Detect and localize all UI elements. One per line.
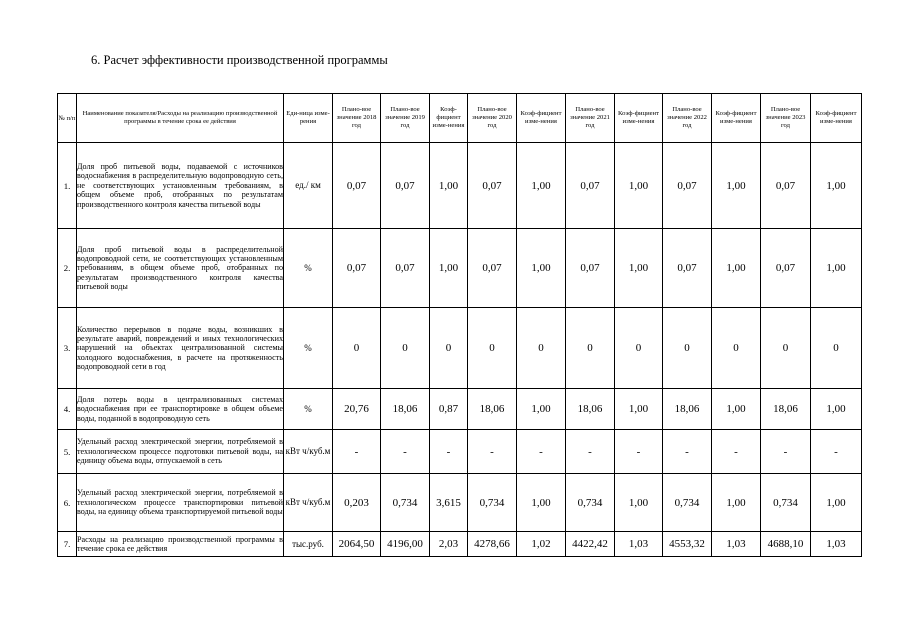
plan-value-cell: 0,203	[333, 474, 381, 532]
efficiency-table	[57, 93, 862, 557]
coefficient-cell: 1,00	[712, 389, 761, 430]
coefficient-cell: 1,00	[430, 143, 468, 229]
coefficient-cell: 0	[430, 308, 468, 389]
coefficient-cell: 1,00	[615, 229, 663, 308]
plan-value-cell: 0,07	[566, 143, 615, 229]
plan-value-cell: 18,06	[468, 389, 517, 430]
coefficient-cell: -	[615, 430, 663, 474]
coefficient-cell: 1,00	[811, 143, 862, 229]
unit-cell: %	[284, 229, 333, 308]
coefficient-cell: 1,00	[615, 474, 663, 532]
table-row	[58, 229, 862, 308]
coefficient-cell: 1,02	[517, 532, 566, 557]
plan-value-cell: 0,07	[333, 229, 381, 308]
header-coef-2019: Коэф-фициент изме-нения	[430, 94, 468, 143]
indicator-name: Количество перерывов в подаче воды, возникших в результате аварий, повреждений и иных технологических нарушений на объектах централизованной системы холодного водоснабжения, в расчете на протяженность водопроводной сети в год	[77, 308, 284, 389]
plan-value-cell: 18,06	[381, 389, 430, 430]
plan-value-cell: 0,734	[663, 474, 712, 532]
plan-value-cell: 0,07	[566, 229, 615, 308]
indicator-name: Доля проб питьевой воды в распределительной водопроводной сети, не соответствующих установленным требованиям, в общем объеме проб, отобранных по результатам производственного контроля качества питьевой воды	[77, 229, 284, 308]
coefficient-cell: 1,00	[517, 474, 566, 532]
header-plan-2023: Плано-вое значение 2023 год	[761, 94, 811, 143]
plan-value-cell: 0	[381, 308, 430, 389]
coefficient-cell: 1,00	[517, 229, 566, 308]
coefficient-cell: 1,03	[712, 532, 761, 557]
plan-value-cell: 0	[761, 308, 811, 389]
indicator-name: Удельный расход электрической энергии, потребляемой в технологическом процессе транспортировки питьевой воды, на единицу объема транспортируемой питьевой воды	[77, 474, 284, 532]
table-row	[58, 308, 862, 389]
plan-value-cell: 0,07	[381, 143, 430, 229]
header-plan-2020: Плано-вое значение 2020 год	[468, 94, 517, 143]
document-title: 6. Расчет эффективности производственной программы	[91, 53, 388, 67]
row-number: 6.	[58, 474, 77, 532]
plan-value-cell: -	[566, 430, 615, 474]
coefficient-cell: 1,00	[811, 474, 862, 532]
row-number: 7.	[58, 532, 77, 557]
plan-value-cell: 20,76	[333, 389, 381, 430]
coefficient-cell: 1,00	[615, 389, 663, 430]
table-row	[58, 143, 862, 229]
plan-value-cell: 0	[663, 308, 712, 389]
unit-cell: ед./ км	[284, 143, 333, 229]
plan-value-cell: 0,734	[381, 474, 430, 532]
header-name: Наименование показателя/Расходы на реализацию производственной программы в течение срока ее действия	[77, 94, 284, 143]
plan-value-cell: 4688,10	[761, 532, 811, 557]
coefficient-cell: -	[517, 430, 566, 474]
plan-value-cell: 0	[566, 308, 615, 389]
plan-value-cell: 0	[468, 308, 517, 389]
plan-value-cell: 18,06	[566, 389, 615, 430]
indicator-name: Доля проб питьевой воды, подаваемой с источников водоснабжения в распределительную водопроводную сеть, не соответствующих установленным требованиям, в общем объеме проб, отобранных по результатам производственного контроля качества питьевой воды	[77, 143, 284, 229]
plan-value-cell: 0,07	[663, 229, 712, 308]
coefficient-cell: 1,00	[712, 474, 761, 532]
coefficient-cell: 1,00	[517, 389, 566, 430]
table-row	[58, 430, 862, 474]
indicator-name: Расходы на реализацию производственной программы в течение срока ее действия	[77, 532, 284, 557]
coefficient-cell: 0	[811, 308, 862, 389]
plan-value-cell: 2064,50	[333, 532, 381, 557]
plan-value-cell: 0,07	[761, 143, 811, 229]
table-row	[58, 474, 862, 532]
unit-cell: кВт ч/куб.м	[284, 474, 333, 532]
plan-value-cell: 4196,00	[381, 532, 430, 557]
plan-value-cell: 0,07	[761, 229, 811, 308]
coefficient-cell: 0	[517, 308, 566, 389]
plan-value-cell: 0,734	[468, 474, 517, 532]
coefficient-cell: 1,00	[430, 229, 468, 308]
row-number: 1.	[58, 143, 77, 229]
plan-value-cell: 18,06	[761, 389, 811, 430]
header-row	[58, 94, 862, 143]
coefficient-cell: 2,03	[430, 532, 468, 557]
plan-value-cell: -	[761, 430, 811, 474]
header-coef-2022: Коэф-фициент изме-нения	[712, 94, 761, 143]
header-coef-2023: Коэф-фициент изме-нения	[811, 94, 862, 143]
unit-cell: %	[284, 389, 333, 430]
header-num: № п/п	[58, 94, 77, 143]
unit-cell: тыс.руб.	[284, 532, 333, 557]
row-number: 3.	[58, 308, 77, 389]
coefficient-cell: 1,00	[615, 143, 663, 229]
row-number: 2.	[58, 229, 77, 308]
plan-value-cell: 0,734	[761, 474, 811, 532]
header-plan-2019: Плано-вое значение 2019 год	[381, 94, 430, 143]
row-number: 4.	[58, 389, 77, 430]
coefficient-cell: 1,00	[811, 389, 862, 430]
plan-value-cell: -	[381, 430, 430, 474]
header-coef-2021: Коэф-фициент изме-нения	[615, 94, 663, 143]
plan-value-cell: 0,07	[663, 143, 712, 229]
coefficient-cell: 1,00	[712, 143, 761, 229]
plan-value-cell: 4278,66	[468, 532, 517, 557]
plan-value-cell: -	[663, 430, 712, 474]
plan-value-cell: 0,734	[566, 474, 615, 532]
plan-value-cell: 0,07	[333, 143, 381, 229]
coefficient-cell: -	[430, 430, 468, 474]
header-coef-2020: Коэф-фициент изме-нения	[517, 94, 566, 143]
coefficient-cell: 1,00	[712, 229, 761, 308]
table-row	[58, 389, 862, 430]
indicator-name: Удельный расход электрической энергии, потребляемой в технологическом процессе подготовки питьевой воды, на единицу объема воды, отпускаемой в сеть	[77, 430, 284, 474]
header-plan-2021: Плано-вое значение 2021 год	[566, 94, 615, 143]
unit-cell: %	[284, 308, 333, 389]
header-plan-2018: Плано-вое значение 2018 год	[333, 94, 381, 143]
plan-value-cell: 4553,32	[663, 532, 712, 557]
coefficient-cell: 1,00	[811, 229, 862, 308]
coefficient-cell: 0	[615, 308, 663, 389]
plan-value-cell: 0,07	[468, 143, 517, 229]
coefficient-cell: 1,03	[615, 532, 663, 557]
plan-value-cell: 0,07	[468, 229, 517, 308]
row-number: 5.	[58, 430, 77, 474]
coefficient-cell: -	[712, 430, 761, 474]
plan-value-cell: 18,06	[663, 389, 712, 430]
header-unit: Еди-ница изме-рения	[284, 94, 333, 143]
plan-value-cell: -	[468, 430, 517, 474]
plan-value-cell: 0,07	[381, 229, 430, 308]
plan-value-cell: 4422,42	[566, 532, 615, 557]
plan-value-cell: 0	[333, 308, 381, 389]
coefficient-cell: 1,00	[517, 143, 566, 229]
coefficient-cell: 0	[712, 308, 761, 389]
coefficient-cell: 1,03	[811, 532, 862, 557]
coefficient-cell: -	[811, 430, 862, 474]
table-body	[58, 94, 862, 557]
plan-value-cell: -	[333, 430, 381, 474]
table-row	[58, 532, 862, 557]
header-plan-2022: Плано-вое значение 2022 год	[663, 94, 712, 143]
indicator-name: Доля потерь воды в централизованных системах водоснабжения при ее транспортировке в общем объеме воды, поданной в водопроводную сеть	[77, 389, 284, 430]
unit-cell: кВт ч/куб.м	[284, 430, 333, 474]
coefficient-cell: 0,87	[430, 389, 468, 430]
coefficient-cell: 3,615	[430, 474, 468, 532]
